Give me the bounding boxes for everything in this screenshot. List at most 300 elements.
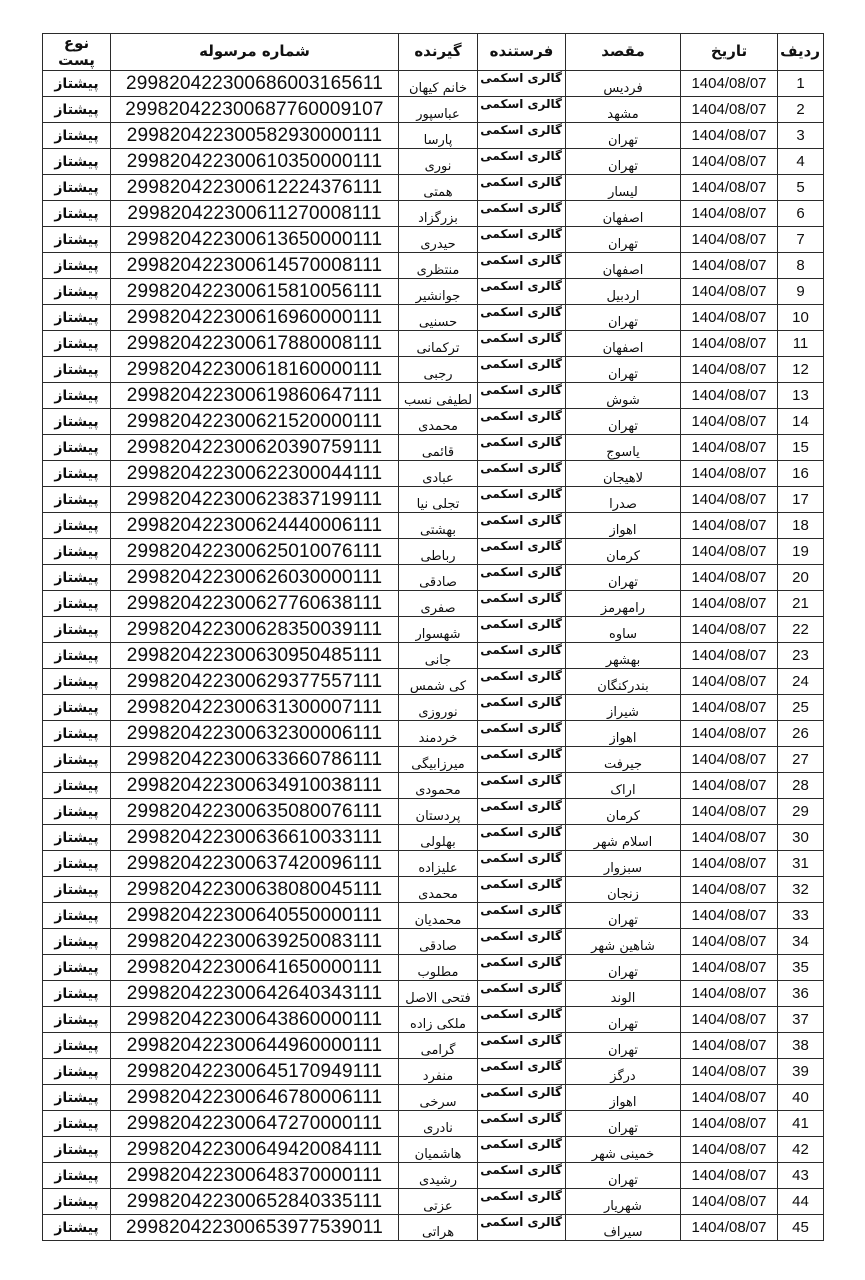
cell-destination: لاهیجان	[566, 461, 681, 487]
cell-sender: گالری اسکمی	[478, 565, 566, 591]
cell-post-type: پیشتاز	[43, 669, 111, 695]
cell-receiver: رجبی	[399, 357, 478, 383]
cell-tracking-number: 299820422300642640343111	[111, 981, 399, 1007]
table-row	[43, 331, 824, 357]
cell-sender: گالری اسکمی	[478, 461, 566, 487]
cell-tracking-number: 299820422300646780006111	[111, 1085, 399, 1111]
cell-tracking-number: 299820422300627760638111	[111, 591, 399, 617]
cell-row-number: 17	[778, 487, 824, 513]
cell-post-type: پیشتاز	[43, 1085, 111, 1111]
cell-destination: اردبیل	[566, 279, 681, 305]
table-row	[43, 71, 824, 97]
table-row	[43, 981, 824, 1007]
cell-post-type: پیشتاز	[43, 149, 111, 175]
cell-post-type: پیشتاز	[43, 1137, 111, 1163]
cell-tracking-number: 299820422300617880008111	[111, 331, 399, 357]
cell-receiver: پردستان	[399, 799, 478, 825]
cell-row-number: 34	[778, 929, 824, 955]
cell-sender: گالری اسکمی	[478, 1137, 566, 1163]
cell-destination: سیراف	[566, 1215, 681, 1241]
cell-date: 1404/08/07	[681, 591, 778, 617]
cell-tracking-number: 299820422300615810056111	[111, 279, 399, 305]
cell-sender: گالری اسکمی	[478, 539, 566, 565]
cell-post-type: پیشتاز	[43, 955, 111, 981]
cell-row-number: 5	[778, 175, 824, 201]
table-row	[43, 123, 824, 149]
table-row	[43, 903, 824, 929]
cell-date: 1404/08/07	[681, 1163, 778, 1189]
cell-receiver: خانم کیهان	[399, 71, 478, 97]
cell-sender: گالری اسکمی	[478, 981, 566, 1007]
table-row	[43, 877, 824, 903]
cell-row-number: 1	[778, 71, 824, 97]
cell-destination: بهشهر	[566, 643, 681, 669]
cell-tracking-number: 299820422300645170949111	[111, 1059, 399, 1085]
cell-tracking-number: 299820422300633660786111	[111, 747, 399, 773]
cell-sender: گالری اسکمی	[478, 149, 566, 175]
cell-destination: اصفهان	[566, 253, 681, 279]
table-row	[43, 539, 824, 565]
cell-row-number: 23	[778, 643, 824, 669]
cell-tracking-number: 299820422300649420084111	[111, 1137, 399, 1163]
cell-row-number: 29	[778, 799, 824, 825]
cell-destination: درگز	[566, 1059, 681, 1085]
cell-row-number: 7	[778, 227, 824, 253]
cell-post-type: پیشتاز	[43, 539, 111, 565]
cell-destination: اسلام شهر	[566, 825, 681, 851]
cell-date: 1404/08/07	[681, 1085, 778, 1111]
cell-receiver: ملکی زاده	[399, 1007, 478, 1033]
cell-row-number: 8	[778, 253, 824, 279]
table-row	[43, 279, 824, 305]
table-row	[43, 695, 824, 721]
cell-sender: گالری اسکمی	[478, 1111, 566, 1137]
cell-date: 1404/08/07	[681, 123, 778, 149]
cell-post-type: پیشتاز	[43, 773, 111, 799]
cell-sender: گالری اسکمی	[478, 253, 566, 279]
cell-date: 1404/08/07	[681, 1059, 778, 1085]
cell-date: 1404/08/07	[681, 669, 778, 695]
cell-post-type: پیشتاز	[43, 1215, 111, 1241]
cell-date: 1404/08/07	[681, 279, 778, 305]
cell-date: 1404/08/07	[681, 175, 778, 201]
cell-post-type: پیشتاز	[43, 279, 111, 305]
cell-receiver: میرزابیگی	[399, 747, 478, 773]
cell-post-type: پیشتاز	[43, 565, 111, 591]
table-header-row	[43, 34, 824, 71]
cell-destination: رامهرمز	[566, 591, 681, 617]
cell-post-type: پیشتاز	[43, 1059, 111, 1085]
cell-date: 1404/08/07	[681, 903, 778, 929]
col-header-tracking-number: شماره مرسوله	[111, 34, 399, 71]
table-row	[43, 591, 824, 617]
cell-row-number: 33	[778, 903, 824, 929]
cell-sender: گالری اسکمی	[478, 383, 566, 409]
table-row	[43, 149, 824, 175]
cell-row-number: 13	[778, 383, 824, 409]
cell-destination: اصفهان	[566, 331, 681, 357]
cell-receiver: بزرگزاد	[399, 201, 478, 227]
cell-receiver: محمدیان	[399, 903, 478, 929]
cell-sender: گالری اسکمی	[478, 71, 566, 97]
cell-post-type: پیشتاز	[43, 929, 111, 955]
cell-date: 1404/08/07	[681, 877, 778, 903]
cell-receiver: هراتی	[399, 1215, 478, 1241]
cell-sender: گالری اسکمی	[478, 903, 566, 929]
cell-receiver: قائمی	[399, 435, 478, 461]
table-row	[43, 799, 824, 825]
cell-row-number: 14	[778, 409, 824, 435]
cell-date: 1404/08/07	[681, 1111, 778, 1137]
cell-destination: سبزوار	[566, 851, 681, 877]
cell-date: 1404/08/07	[681, 1007, 778, 1033]
table-row	[43, 617, 824, 643]
cell-destination: تهران	[566, 955, 681, 981]
cell-receiver: محمودی	[399, 773, 478, 799]
cell-receiver: همتی	[399, 175, 478, 201]
cell-receiver: عباسپور	[399, 97, 478, 123]
cell-tracking-number: 299820422300628350039111	[111, 617, 399, 643]
cell-receiver: حسنیی	[399, 305, 478, 331]
cell-tracking-number: 299820422300624440006111	[111, 513, 399, 539]
cell-row-number: 2	[778, 97, 824, 123]
col-header-destination: مقصد	[566, 34, 681, 71]
table-row	[43, 1137, 824, 1163]
cell-tracking-number: 299820422300622300044111	[111, 461, 399, 487]
table-row	[43, 305, 824, 331]
cell-tracking-number: 299820422300630950485111	[111, 643, 399, 669]
table-row	[43, 357, 824, 383]
table-row	[43, 1085, 824, 1111]
cell-receiver: صادقی	[399, 565, 478, 591]
cell-date: 1404/08/07	[681, 643, 778, 669]
cell-tracking-number: 299820422300625010076111	[111, 539, 399, 565]
table-row	[43, 1111, 824, 1137]
cell-post-type: پیشتاز	[43, 383, 111, 409]
cell-receiver: صادقی	[399, 929, 478, 955]
cell-date: 1404/08/07	[681, 409, 778, 435]
cell-sender: گالری اسکمی	[478, 1215, 566, 1241]
cell-receiver: هاشمیان	[399, 1137, 478, 1163]
table-row	[43, 513, 824, 539]
cell-destination: مشهد	[566, 97, 681, 123]
cell-tracking-number: 299820422300629377557111	[111, 669, 399, 695]
cell-destination: تهران	[566, 903, 681, 929]
cell-destination: لیسار	[566, 175, 681, 201]
cell-date: 1404/08/07	[681, 1033, 778, 1059]
cell-tracking-number: 299820422300636610033111	[111, 825, 399, 851]
cell-date: 1404/08/07	[681, 253, 778, 279]
cell-destination: خمینی شهر	[566, 1137, 681, 1163]
cell-destination: تهران	[566, 227, 681, 253]
cell-date: 1404/08/07	[681, 851, 778, 877]
cell-row-number: 44	[778, 1189, 824, 1215]
cell-destination: اهواز	[566, 513, 681, 539]
cell-receiver: خردمند	[399, 721, 478, 747]
cell-date: 1404/08/07	[681, 1137, 778, 1163]
cell-destination: شهریار	[566, 1189, 681, 1215]
cell-row-number: 20	[778, 565, 824, 591]
cell-row-number: 45	[778, 1215, 824, 1241]
postal-manifest-table	[42, 33, 824, 1241]
cell-sender: گالری اسکمی	[478, 669, 566, 695]
cell-receiver: جانی	[399, 643, 478, 669]
cell-sender: گالری اسکمی	[478, 123, 566, 149]
cell-post-type: پیشتاز	[43, 227, 111, 253]
cell-tracking-number: 299820422300614570008111	[111, 253, 399, 279]
cell-tracking-number: 299820422300647270000111	[111, 1111, 399, 1137]
cell-sender: گالری اسکمی	[478, 513, 566, 539]
table-row	[43, 1215, 824, 1241]
cell-sender: گالری اسکمی	[478, 851, 566, 877]
cell-sender: گالری اسکمی	[478, 929, 566, 955]
cell-date: 1404/08/07	[681, 539, 778, 565]
cell-date: 1404/08/07	[681, 149, 778, 175]
cell-destination: تهران	[566, 1111, 681, 1137]
table-row	[43, 851, 824, 877]
cell-post-type: پیشتاز	[43, 357, 111, 383]
cell-tracking-number: 299820422300620390759111	[111, 435, 399, 461]
cell-destination: کرمان	[566, 539, 681, 565]
cell-receiver: عبادی	[399, 461, 478, 487]
cell-date: 1404/08/07	[681, 695, 778, 721]
cell-date: 1404/08/07	[681, 331, 778, 357]
cell-sender: گالری اسکمی	[478, 747, 566, 773]
table-row	[43, 773, 824, 799]
cell-date: 1404/08/07	[681, 305, 778, 331]
cell-row-number: 21	[778, 591, 824, 617]
cell-row-number: 4	[778, 149, 824, 175]
cell-row-number: 3	[778, 123, 824, 149]
cell-date: 1404/08/07	[681, 955, 778, 981]
table-body	[43, 71, 824, 1241]
cell-receiver: نادری	[399, 1111, 478, 1137]
cell-tracking-number: 299820422300616960000111	[111, 305, 399, 331]
cell-destination: تهران	[566, 1033, 681, 1059]
cell-date: 1404/08/07	[681, 97, 778, 123]
cell-sender: گالری اسکمی	[478, 721, 566, 747]
table-row	[43, 1163, 824, 1189]
cell-tracking-number: 299820422300619860647111	[111, 383, 399, 409]
cell-destination: تهران	[566, 1163, 681, 1189]
cell-date: 1404/08/07	[681, 773, 778, 799]
cell-receiver: کی شمس	[399, 669, 478, 695]
cell-post-type: پیشتاز	[43, 1007, 111, 1033]
table-row	[43, 487, 824, 513]
cell-sender: گالری اسکمی	[478, 279, 566, 305]
cell-tracking-number: 299820422300632300006111	[111, 721, 399, 747]
cell-receiver: محمدی	[399, 877, 478, 903]
table-row	[43, 721, 824, 747]
cell-row-number: 6	[778, 201, 824, 227]
cell-destination: اهواز	[566, 721, 681, 747]
table-row	[43, 747, 824, 773]
cell-row-number: 28	[778, 773, 824, 799]
cell-sender: گالری اسکمی	[478, 409, 566, 435]
cell-tracking-number: 299820422300623837199111	[111, 487, 399, 513]
cell-destination: کرمان	[566, 799, 681, 825]
cell-destination: شیراز	[566, 695, 681, 721]
cell-destination: تهران	[566, 305, 681, 331]
cell-destination: شاهین شهر	[566, 929, 681, 955]
cell-date: 1404/08/07	[681, 513, 778, 539]
cell-sender: گالری اسکمی	[478, 1163, 566, 1189]
cell-date: 1404/08/07	[681, 357, 778, 383]
cell-date: 1404/08/07	[681, 461, 778, 487]
table-row	[43, 201, 824, 227]
cell-post-type: پیشتاز	[43, 721, 111, 747]
cell-tracking-number: 299820422300648370000111	[111, 1163, 399, 1189]
cell-post-type: پیشتاز	[43, 123, 111, 149]
table-row	[43, 253, 824, 279]
cell-receiver: رشیدی	[399, 1163, 478, 1189]
cell-date: 1404/08/07	[681, 435, 778, 461]
cell-tracking-number: 299820422300643860000111	[111, 1007, 399, 1033]
cell-tracking-number: 299820422300618160000111	[111, 357, 399, 383]
cell-sender: گالری اسکمی	[478, 227, 566, 253]
cell-date: 1404/08/07	[681, 981, 778, 1007]
cell-receiver: گرامی	[399, 1033, 478, 1059]
cell-row-number: 9	[778, 279, 824, 305]
cell-post-type: پیشتاز	[43, 175, 111, 201]
cell-tracking-number: 299820422300687760009107	[111, 97, 399, 123]
cell-sender: گالری اسکمی	[478, 955, 566, 981]
cell-receiver: محمدی	[399, 409, 478, 435]
cell-sender: گالری اسکمی	[478, 435, 566, 461]
cell-destination: تهران	[566, 357, 681, 383]
cell-tracking-number: 299820422300641650000111	[111, 955, 399, 981]
cell-receiver: صفری	[399, 591, 478, 617]
col-header-post-type: نوع پست	[43, 34, 111, 71]
col-header-sender: فرستنده	[478, 34, 566, 71]
cell-tracking-number: 299820422300621520000111	[111, 409, 399, 435]
col-header-date: تاریخ	[681, 34, 778, 71]
table-row	[43, 461, 824, 487]
cell-row-number: 25	[778, 695, 824, 721]
cell-sender: گالری اسکمی	[478, 877, 566, 903]
cell-receiver: شهسوار	[399, 617, 478, 643]
cell-row-number: 24	[778, 669, 824, 695]
cell-post-type: پیشتاز	[43, 513, 111, 539]
cell-receiver: حیدری	[399, 227, 478, 253]
table-row	[43, 1033, 824, 1059]
cell-destination: جیرفت	[566, 747, 681, 773]
cell-row-number: 12	[778, 357, 824, 383]
cell-tracking-number: 299820422300613650000111	[111, 227, 399, 253]
cell-sender: گالری اسکمی	[478, 97, 566, 123]
cell-receiver: رباطی	[399, 539, 478, 565]
cell-post-type: پیشتاز	[43, 903, 111, 929]
cell-tracking-number: 299820422300626030000111	[111, 565, 399, 591]
cell-date: 1404/08/07	[681, 929, 778, 955]
cell-tracking-number: 299820422300612224376111	[111, 175, 399, 201]
cell-tracking-number: 299820422300653977539011	[111, 1215, 399, 1241]
cell-destination: تهران	[566, 149, 681, 175]
cell-destination: شوش	[566, 383, 681, 409]
cell-post-type: پیشتاز	[43, 799, 111, 825]
cell-row-number: 41	[778, 1111, 824, 1137]
cell-receiver: نوروزی	[399, 695, 478, 721]
cell-receiver: فتحی الاصل	[399, 981, 478, 1007]
cell-post-type: پیشتاز	[43, 305, 111, 331]
cell-post-type: پیشتاز	[43, 695, 111, 721]
cell-date: 1404/08/07	[681, 1189, 778, 1215]
cell-date: 1404/08/07	[681, 565, 778, 591]
cell-date: 1404/08/07	[681, 721, 778, 747]
cell-sender: گالری اسکمی	[478, 1189, 566, 1215]
cell-sender: گالری اسکمی	[478, 305, 566, 331]
cell-date: 1404/08/07	[681, 1215, 778, 1241]
cell-tracking-number: 299820422300631300007111	[111, 695, 399, 721]
cell-row-number: 39	[778, 1059, 824, 1085]
cell-post-type: پیشتاز	[43, 825, 111, 851]
cell-receiver: عزتی	[399, 1189, 478, 1215]
cell-row-number: 27	[778, 747, 824, 773]
cell-destination: اراک	[566, 773, 681, 799]
cell-sender: گالری اسکمی	[478, 591, 566, 617]
cell-receiver: تجلی نیا	[399, 487, 478, 513]
cell-row-number: 35	[778, 955, 824, 981]
cell-post-type: پیشتاز	[43, 617, 111, 643]
cell-tracking-number: 299820422300644960000111	[111, 1033, 399, 1059]
cell-date: 1404/08/07	[681, 201, 778, 227]
cell-receiver: بهلولی	[399, 825, 478, 851]
cell-date: 1404/08/07	[681, 383, 778, 409]
cell-receiver: جوانشیر	[399, 279, 478, 305]
cell-row-number: 38	[778, 1033, 824, 1059]
cell-destination: ساوه	[566, 617, 681, 643]
cell-post-type: پیشتاز	[43, 97, 111, 123]
cell-sender: گالری اسکمی	[478, 695, 566, 721]
cell-post-type: پیشتاز	[43, 1163, 111, 1189]
cell-post-type: پیشتاز	[43, 643, 111, 669]
cell-row-number: 31	[778, 851, 824, 877]
table-row	[43, 643, 824, 669]
col-header-row-number: ردیف	[778, 34, 824, 71]
cell-destination: یاسوج	[566, 435, 681, 461]
cell-post-type: پیشتاز	[43, 1189, 111, 1215]
cell-receiver: منتظری	[399, 253, 478, 279]
cell-row-number: 36	[778, 981, 824, 1007]
cell-sender: گالری اسکمی	[478, 643, 566, 669]
cell-destination: اصفهان	[566, 201, 681, 227]
table-row	[43, 175, 824, 201]
cell-row-number: 18	[778, 513, 824, 539]
cell-sender: گالری اسکمی	[478, 1085, 566, 1111]
cell-row-number: 30	[778, 825, 824, 851]
cell-receiver: بهشتی	[399, 513, 478, 539]
cell-receiver: نوری	[399, 149, 478, 175]
cell-destination: فردیس	[566, 71, 681, 97]
cell-sender: گالری اسکمی	[478, 1059, 566, 1085]
table-row	[43, 565, 824, 591]
cell-date: 1404/08/07	[681, 71, 778, 97]
cell-date: 1404/08/07	[681, 799, 778, 825]
cell-date: 1404/08/07	[681, 617, 778, 643]
cell-post-type: پیشتاز	[43, 487, 111, 513]
cell-post-type: پیشتاز	[43, 461, 111, 487]
table-row	[43, 929, 824, 955]
cell-destination: صدرا	[566, 487, 681, 513]
cell-post-type: پیشتاز	[43, 851, 111, 877]
cell-tracking-number: 299820422300638080045111	[111, 877, 399, 903]
cell-destination: تهران	[566, 1007, 681, 1033]
cell-destination: تهران	[566, 409, 681, 435]
cell-sender: گالری اسکمی	[478, 1033, 566, 1059]
cell-row-number: 10	[778, 305, 824, 331]
cell-date: 1404/08/07	[681, 825, 778, 851]
cell-sender: گالری اسکمی	[478, 175, 566, 201]
